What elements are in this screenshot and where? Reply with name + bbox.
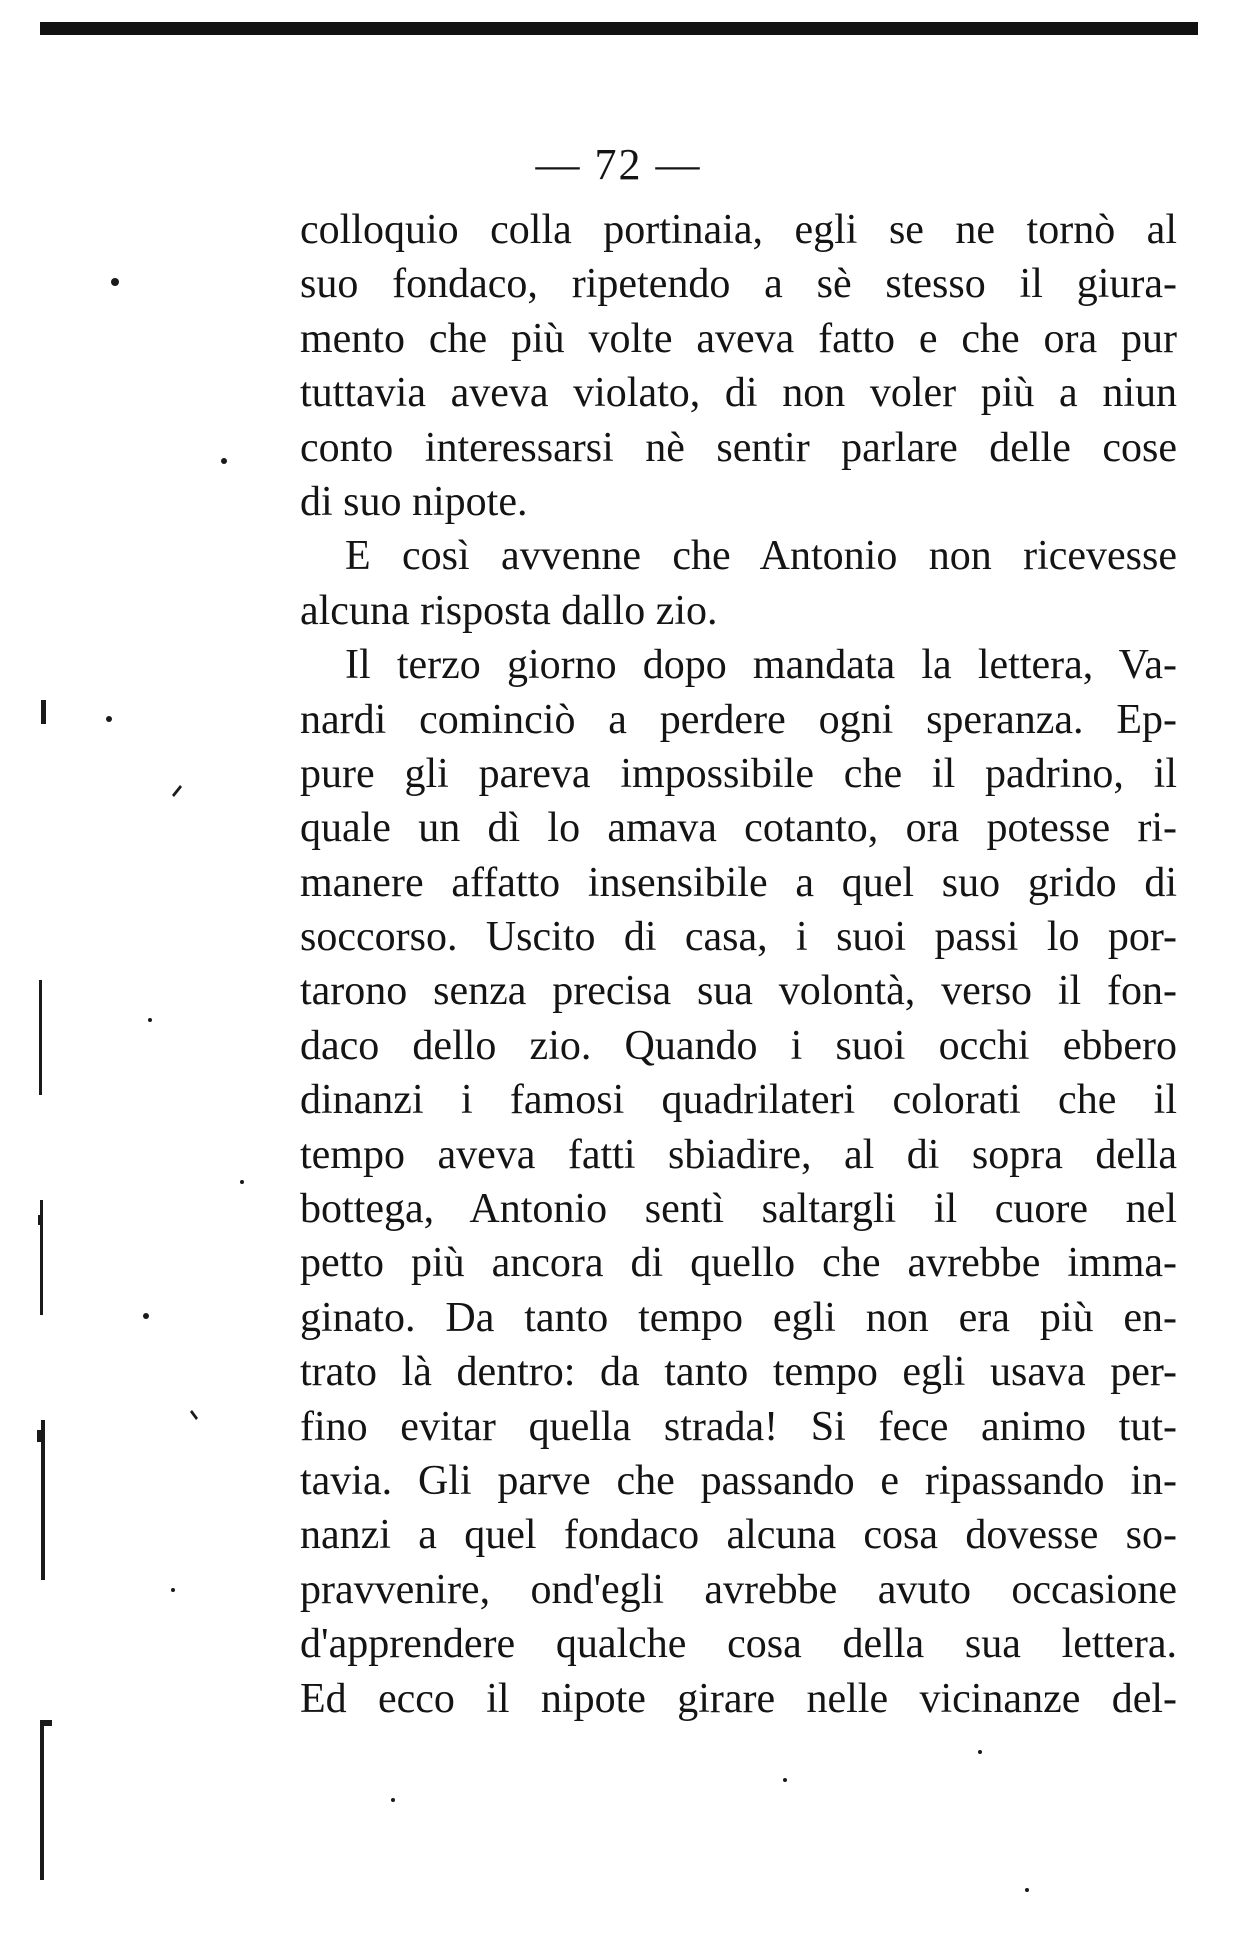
text-line: nanzi a quel fondaco alcuna cosa dovesse so- bbox=[300, 1512, 1177, 1559]
text-line: bottega, Antonio sentì saltargli il cuore nel bbox=[300, 1186, 1177, 1233]
page-number: — 72 — bbox=[535, 140, 702, 189]
text-line: ginato. Da tanto tempo egli non era più en- bbox=[300, 1294, 1177, 1341]
text-line: d'apprendere qualche cosa della sua lettera. bbox=[300, 1621, 1177, 1668]
text-line: tempo aveva fatti sbiadire, al di sopra della bbox=[300, 1131, 1177, 1178]
text-line: daco dello zio. Quando i suoi occhi ebbero bbox=[300, 1022, 1177, 1069]
text-line: pravvenire, ond'egli avrebbe avuto occasione bbox=[300, 1566, 1177, 1613]
text-line: dinanzi i famosi quadrilateri colorati che il bbox=[300, 1077, 1177, 1124]
text-line: soccorso. Uscito di casa, i suoi passi lo por- bbox=[300, 914, 1177, 961]
top-rule bbox=[40, 22, 1198, 35]
paragraph bbox=[300, 638, 1177, 1726]
text-line: tarono senza precisa sua volontà, verso il fon- bbox=[300, 968, 1177, 1015]
text-line: colloquio colla portinaia, egli se ne tornò al bbox=[300, 207, 1177, 253]
paragraph bbox=[300, 203, 1177, 529]
text-line: tuttavia aveva violato, di non voler più a niun bbox=[300, 370, 1177, 417]
paragraph bbox=[300, 529, 1177, 638]
text-line: mento che più volte aveva fatto e che ora pur bbox=[300, 315, 1177, 362]
text-line: pure gli pareva impossibile che il padrino, il bbox=[300, 750, 1177, 797]
text-line: di suo nipote. bbox=[300, 478, 528, 525]
text-line: manere affatto insensibile a quel suo grido di bbox=[300, 859, 1177, 906]
text-line: E così avvenne che Antonio non ricevesse bbox=[345, 533, 1177, 580]
text-line: fino evitar quella strada! Si fece animo tut- bbox=[300, 1403, 1177, 1450]
text-line: Il terzo giorno dopo mandata la lettera, Va- bbox=[345, 642, 1177, 689]
body-text bbox=[300, 203, 1177, 1726]
text-line: trato là dentro: da tanto tempo egli usava per- bbox=[300, 1349, 1177, 1396]
text-line: Ed ecco il nipote girare nelle vicinanze del- bbox=[300, 1675, 1177, 1722]
text-line: petto più ancora di quello che avrebbe imma- bbox=[300, 1240, 1177, 1287]
text-line: conto interessarsi nè sentir parlare delle cose bbox=[300, 424, 1177, 471]
text-line: nardi cominciò a perdere ogni speranza. Ep- bbox=[300, 696, 1177, 743]
text-line: tavia. Gli parve che passando e ripassando in- bbox=[300, 1457, 1177, 1504]
text-line: alcuna risposta dallo zio. bbox=[300, 587, 718, 634]
text-line: suo fondaco, ripetendo a sè stesso il giura- bbox=[300, 261, 1177, 308]
text-line: quale un dì lo amava cotanto, ora potesse ri- bbox=[300, 805, 1177, 852]
